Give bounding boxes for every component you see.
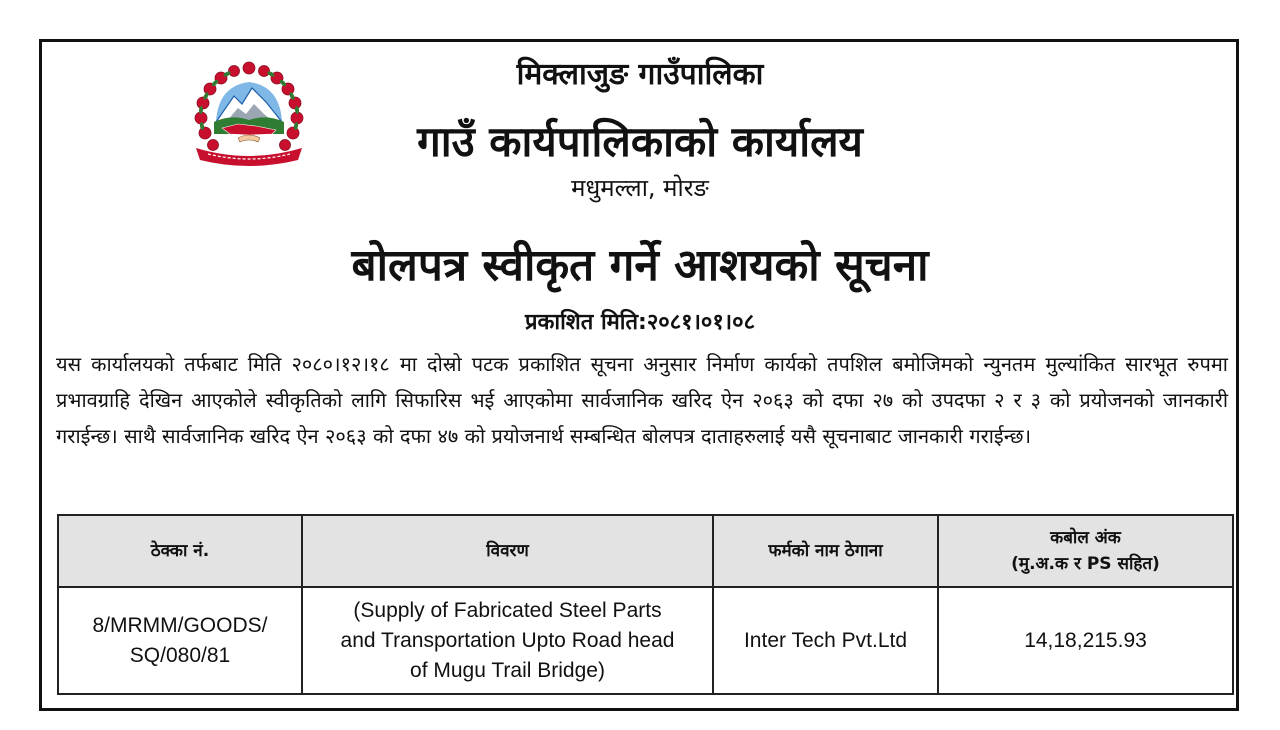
notice-title: बोलपत्र स्वीकृत गर्ने आशयको सूचना xyxy=(351,240,929,291)
header-amount-line1: कबोल अंक xyxy=(1050,528,1121,548)
office-address: मधुमल्ला, मोरङ xyxy=(571,174,709,202)
office-name: गाउँ कार्यपालिकाको कार्यालय xyxy=(417,117,863,166)
cell-amount: 14,18,215.93 xyxy=(938,587,1233,694)
header-description: विवरण xyxy=(302,515,713,587)
contract-no-line2: SQ/080/81 xyxy=(129,643,231,667)
notice-body: यस कार्यालयको तर्फबाट मिति २०८०।१२।१८ मा दोस्रो पटक प्रकाशित सूचना अनुसार निर्माण कार्यको तपशिल बमोजिमको न्युनतम मुल्यांकित सारभूत रुपमा प्रभावग्राहि देखिन आएकोले स्वीकृतिको लागि सिफारिस भई आएकोमा सार्वजानिक खरिद ऐन २०६३ को दफा २७ को उपदफा २ र ३ को प्रयोजनको जानकारी गराईन्छ। साथै सार्वजानिक खरिद ऐन २०६३ को दफा ४७ को प्रयोजनार्थ सम्बन्धित बोलपत्र दाताहरुलाई यसै सूचनाबाट जानकारी गराईन्छ। xyxy=(56,352,1228,448)
description-line3: of Mugu Trail Bridge) xyxy=(410,658,605,682)
header-amount xyxy=(938,515,1233,587)
description-line1: (Supply of Fabricated Steel Parts xyxy=(353,598,662,622)
header-amount-line2: (मु.अ.क र PS सहित) xyxy=(1011,554,1160,574)
cell-firm: Inter Tech Pvt.Ltd xyxy=(713,587,938,694)
header-contract-no: ठेक्का नं. xyxy=(58,515,302,587)
bid-table xyxy=(57,514,1234,695)
header-firm: फर्मको नाम ठेगाना xyxy=(713,515,938,587)
description-line2: and Transportation Upto Road head xyxy=(340,628,675,652)
cell-description xyxy=(302,587,713,694)
published-date: प्रकाशित मिति:२०८१।०१।०८ xyxy=(524,310,756,335)
contract-no-line1: 8/MRMM/GOODS/ xyxy=(92,613,268,637)
municipality-name: मिक्लाजुङ गाउँपालिका xyxy=(516,57,764,92)
table-row xyxy=(58,587,1233,694)
table-header-row xyxy=(58,515,1233,587)
cell-contract-no xyxy=(58,587,302,694)
